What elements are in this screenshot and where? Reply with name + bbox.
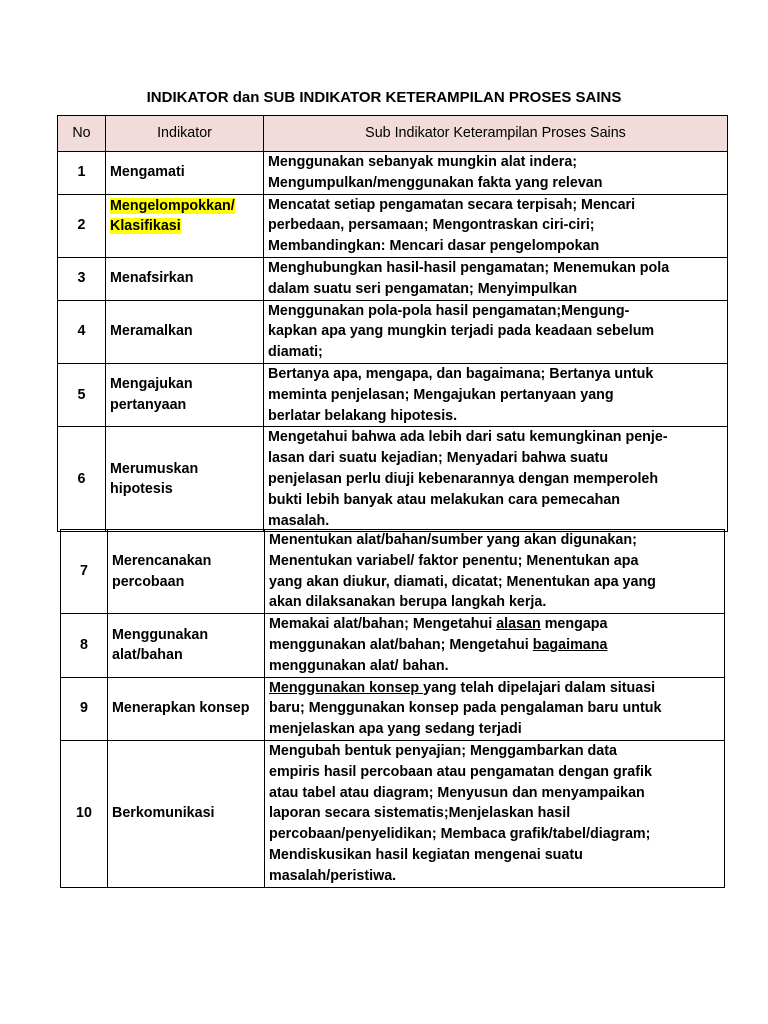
row-indikator: Mengajukan pertanyaan [106,363,264,426]
table-row [58,194,728,257]
row-indikator: Berkomunikasi [108,740,265,887]
row-indikator: Menerapkan konsep [108,677,265,740]
row-number: 6 [58,427,106,532]
row-sub-indikator: Mengetahui bahwa ada lebih dari satu kemungkinan penje- lasan dari suatu kejadian; Menyadari bahwa suatu penjelasan perlu diuji kebenarannya dengan memperoleh bukti lebih banyak atau melakukan cara pemecahan masalah. [264,427,728,532]
underlined-text: alasan [496,616,541,633]
row-number: 9 [61,677,108,740]
table-header-row [58,116,728,152]
underlined-text: Menggunakan konsep [269,679,424,696]
table-row [61,740,725,887]
row-sub-indikator: Menghubungkan hasil-hasil pengamatan; Menemukan pola dalam suatu seri pengamatan; Menyimpulkan [264,257,728,300]
row-sub-indikator: Mencatat setiap pengamatan secara terpisah; Mencari perbedaan, persamaan; Mengontraskan ciri-ciri; Membandingkan: Mencari dasar pengelompokan [264,194,728,257]
header-no: No [58,116,106,152]
row-indikator: Mengamati [106,152,264,195]
table-row [61,530,725,614]
row-number: 5 [58,363,106,426]
indicator-table-part-2 [60,529,725,888]
header-indikator: Indikator [106,116,264,152]
row-indikator: Menggunakan alat/bahan [108,614,265,677]
row-sub-indikator: Memakai alat/bahan; Mengetahui alasan mengapa menggunakan alat/bahan; Mengetahui bagaimana menggunakan alat/ bahan. [265,614,725,677]
table-row [61,614,725,677]
row-number: 2 [58,194,106,257]
row-number: 4 [58,300,106,363]
indicator-table-part-1 [57,115,728,532]
table-row [58,257,728,300]
table-row [61,677,725,740]
row-sub-indikator: Menentukan alat/bahan/sumber yang akan digunakan; Menentukan variabel/ faktor penentu; Menentukan apa yang akan diukur, diamati, dicatat; Menentukan apa yang akan dilaksanakan berupa langkah kerja. [265,530,725,614]
table-row [58,300,728,363]
row-number: 8 [61,614,108,677]
row-sub-indikator: Menggunakan sebanyak mungkin alat indera; Mengumpulkan/menggunakan fakta yang relevan [264,152,728,195]
highlighted-text: Mengelompokkan/ Klasifikasi [110,197,235,235]
table-row [58,427,728,532]
row-sub-indikator: Mengubah bentuk penyajian; Menggambarkan data empiris hasil percobaan atau pengamatan dengan grafik atau tabel atau diagram; Menyusun dan menyampaikan laporan secara sistematis;Menjelaskan hasil percobaan/penyelidikan; Membaca grafik/tabel/diagram; Mendiskusikan hasil kegiatan mengenai suatu masalah/peristiwa. [265,740,725,887]
row-indikator: Merencanakan percobaan [108,530,265,614]
row-sub-indikator: Bertanya apa, mengapa, dan bagaimana; Bertanya untuk meminta penjelasan; Mengajukan pertanyaan yang berlatar belakang hipotesis. [264,363,728,426]
row-number: 10 [61,740,108,887]
row-indikator: Meramalkan [106,300,264,363]
header-sub-indikator: Sub Indikator Keterampilan Proses Sains [264,116,728,152]
table-row [58,363,728,426]
underlined-text: bagaimana [532,636,608,653]
row-number: 1 [58,152,106,195]
document-title: INDIKATOR dan SUB INDIKATOR KETERAMPILAN PROSES SAINS [146,89,622,106]
row-sub-indikator: Menggunakan pola-pola hasil pengamatan;Mengung- kapkan apa yang mungkin terjadi pada keadaan sebelum diamati; [264,300,728,363]
row-indikator: Merumuskan hipotesis [106,427,264,532]
row-number: 3 [58,257,106,300]
row-indikator: Menafsirkan [106,257,264,300]
row-number: 7 [61,530,108,614]
row-indikator [106,194,264,257]
table-row [58,152,728,195]
row-sub-indikator: Menggunakan konsep yang telah dipelajari dalam situasi baru; Menggunakan konsep pada pengalaman baru untuk menjelaskan apa yang sedang terjadi [265,677,725,740]
